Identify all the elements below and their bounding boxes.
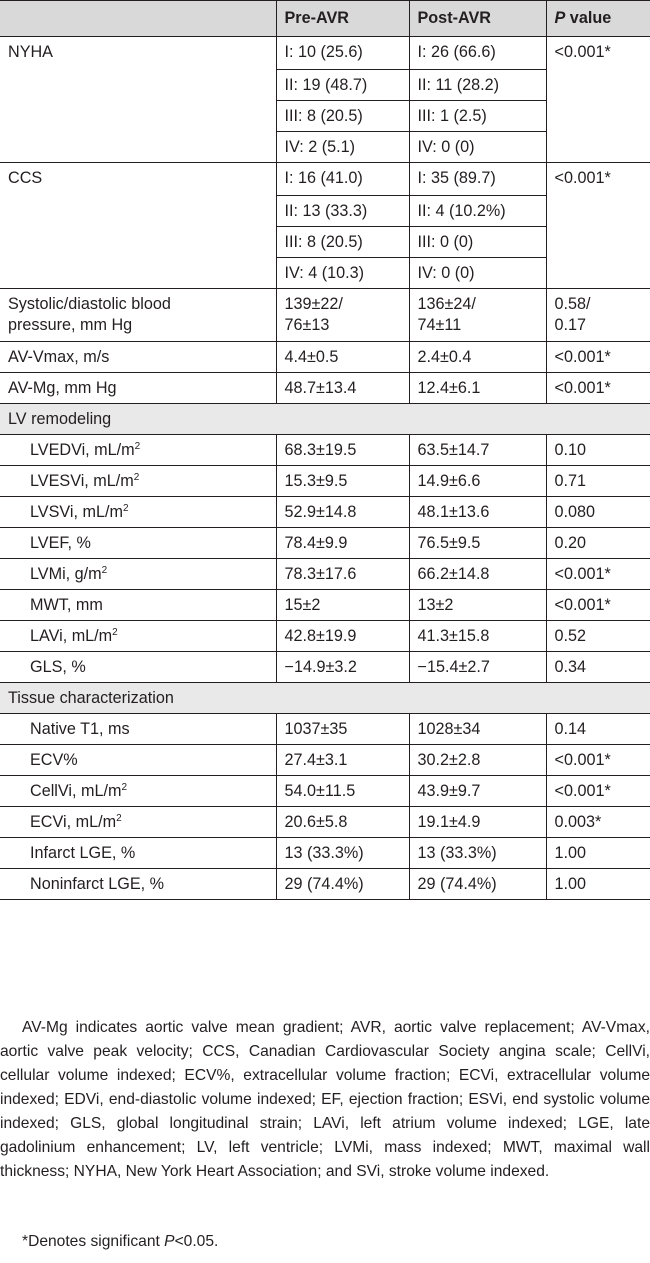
- lv-label-superscript: 2: [101, 565, 108, 576]
- ccs-row: [0, 163, 650, 196]
- tissue-p-value-text: 1.00: [554, 875, 587, 893]
- lv-post-cell: [409, 590, 546, 621]
- tissue-post-cell: [409, 714, 546, 745]
- tissue-label-text: Noninfarct LGE, %: [30, 875, 165, 893]
- lv-label-text: MWT, mm: [30, 596, 103, 614]
- ccs-pre-cell-text: I: 16 (41.0): [284, 169, 363, 187]
- lv-label: [0, 528, 276, 559]
- lv-p-value-text: 0.52: [554, 627, 587, 645]
- nyha-p-value: [546, 37, 650, 163]
- lv-label: [0, 652, 276, 683]
- nyha-pre-cell-text: III: 8 (20.5): [284, 107, 363, 125]
- ccs-pre-cell: [276, 227, 409, 258]
- nyha-label: [0, 37, 276, 163]
- nyha-post-cell-text: II: 11 (28.2): [417, 76, 500, 94]
- tissue-pre-cell: [276, 869, 409, 900]
- lv-row: [0, 559, 650, 590]
- tissue-label: [0, 838, 276, 869]
- header-p-italic: P: [554, 9, 566, 27]
- nyha-post-cell-text: III: 1 (2.5): [417, 107, 487, 125]
- lv-pre-cell: [276, 559, 409, 590]
- ccs-p-value: [546, 163, 650, 289]
- lv-label-superscript: 2: [122, 503, 129, 514]
- lv-pre-cell: [276, 435, 409, 466]
- tissue-pre-cell-text: 13 (33.3%): [284, 844, 364, 862]
- bp-label-line2: pressure, mm Hg: [8, 316, 133, 334]
- lv-p-value-text: 0.20: [554, 534, 587, 552]
- tissue-label-text: Native T1, ms: [30, 720, 130, 738]
- nyha-pre-cell: [276, 37, 409, 70]
- table-footnote: AV-Mg indicates aortic valve mean gradient; AVR, aortic valve replacement; AV-Vmax, aortic valve peak velocity; CCS, Canadian Cardiovascular Society angina scale; CellVi, cellular volume indexed; ECV%, extracellular volume fraction; ECVi, extracellular volume indexed; EDVi, end-diastolic volume indexed; EF, ejection fraction; ESVi, end systolic volume indexed; GLS, global longitudinal strain; LAVi, left atrium volume indexed; LGE, late gadolinium enhancement; LV, left ventricle; LVMi, mass indexed; MWT, maximal wall thickness; NYHA, New York Heart Association; and SVi, stroke volume indexed.: [0, 1019, 650, 1180]
- header-p-rest: value: [565, 9, 612, 27]
- simple-label: [0, 342, 276, 373]
- tissue-pre-cell-text: 27.4±3.1: [284, 751, 348, 769]
- ccs-post-cell-text: I: 35 (89.7): [417, 169, 496, 187]
- lv-pre-cell: [276, 466, 409, 497]
- lv-label: [0, 466, 276, 497]
- lv-label-text: LAVi, mL/m: [30, 627, 113, 645]
- lv-label-text: LVSVi, mL/m: [30, 503, 123, 521]
- tissue-post-cell: [409, 869, 546, 900]
- simple-post-cell-text: 2.4±0.4: [417, 348, 472, 366]
- simple-p-value: [546, 373, 650, 404]
- lv-pre-cell-text: 15.3±9.5: [284, 472, 348, 490]
- tissue-p-value-text: <0.001*: [554, 751, 611, 769]
- tissue-p-value: [546, 838, 650, 869]
- lv-label-text: LVMi, g/m: [30, 565, 102, 583]
- tissue-label-superscript: 2: [121, 782, 128, 793]
- lv-label: [0, 497, 276, 528]
- lv-post-cell: [409, 621, 546, 652]
- lv-p-value-text: <0.001*: [554, 565, 611, 583]
- ccs-post-cell: [409, 196, 546, 227]
- tissue-row: [0, 807, 650, 838]
- table-header-row: [0, 1, 650, 37]
- tissue-post-cell-text: 29 (74.4%): [417, 875, 497, 893]
- simple-pre-cell-text: 48.7±13.4: [284, 379, 357, 397]
- tissue-section-heading: [0, 683, 650, 714]
- nyha-pre-cell: [276, 132, 409, 163]
- lv-post-cell: [409, 497, 546, 528]
- nyha-pre-cell-text: IV: 2 (5.1): [284, 138, 355, 156]
- lv-p-value: [546, 590, 650, 621]
- lv-pre-cell-text: 78.3±17.6: [284, 565, 357, 583]
- simple-post-cell: [409, 342, 546, 373]
- significance-suffix: <0.05.: [174, 1233, 219, 1250]
- lv-label-text: LVEDVi, mL/m: [30, 441, 135, 459]
- lv-post-cell: [409, 466, 546, 497]
- bp-label-line1: Systolic/diastolic blood: [8, 295, 171, 313]
- tissue-pre-cell-text: 29 (74.4%): [284, 875, 364, 893]
- lv-pre-cell-text: 68.3±19.5: [284, 441, 357, 459]
- tissue-p-value-text: 0.003*: [554, 813, 602, 831]
- bp-post-cell-line1: 136±24/: [417, 295, 476, 313]
- tissue-pre-cell: [276, 807, 409, 838]
- lv-pre-cell-text: −14.9±3.2: [284, 658, 357, 676]
- simple-row: [0, 373, 650, 404]
- significance-note: [0, 1230, 650, 1254]
- blood-pressure-row: [0, 289, 650, 342]
- simple-p-value-text: <0.001*: [554, 348, 611, 366]
- lv-post-cell: [409, 559, 546, 590]
- ccs-post-cell-text: II: 4 (10.2%): [417, 202, 506, 220]
- lv-section-row: [0, 404, 650, 435]
- ccs-pre-cell-text: IV: 4 (10.3): [284, 264, 364, 282]
- simple-post-cell-text: 12.4±6.1: [417, 379, 481, 397]
- lv-p-value-text: 0.71: [554, 472, 587, 490]
- lv-p-value: [546, 621, 650, 652]
- tissue-label: [0, 745, 276, 776]
- tissue-pre-cell: [276, 838, 409, 869]
- tissue-p-value: [546, 714, 650, 745]
- header-p-value: [546, 1, 650, 37]
- tissue-p-value: [546, 776, 650, 807]
- lv-row: [0, 621, 650, 652]
- lv-p-value: [546, 528, 650, 559]
- lv-p-value: [546, 559, 650, 590]
- tissue-p-value: [546, 745, 650, 776]
- lv-pre-cell-text: 52.9±14.8: [284, 503, 357, 521]
- tissue-section-row: [0, 683, 650, 714]
- ccs-pre-cell: [276, 196, 409, 227]
- tissue-p-value: [546, 807, 650, 838]
- lv-post-cell: [409, 435, 546, 466]
- simple-label: [0, 373, 276, 404]
- nyha-post-cell: [409, 101, 546, 132]
- lv-row: [0, 652, 650, 683]
- tissue-label: [0, 776, 276, 807]
- ccs-post-cell: [409, 258, 546, 289]
- lv-row: [0, 590, 650, 621]
- nyha-pre-cell-text: II: 19 (48.7): [284, 76, 368, 94]
- tissue-row: [0, 838, 650, 869]
- ccs-pre-cell: [276, 163, 409, 196]
- lv-label-text: LVEF, %: [30, 534, 91, 552]
- lv-label-text: GLS, %: [30, 658, 86, 676]
- lv-label: [0, 621, 276, 652]
- lv-label: [0, 435, 276, 466]
- tissue-p-value-text: 0.14: [554, 720, 587, 738]
- lv-p-value: [546, 466, 650, 497]
- nyha-label-text: NYHA: [8, 43, 53, 61]
- lv-p-value-text: <0.001*: [554, 596, 611, 614]
- lv-post-cell-text: 76.5±9.5: [417, 534, 481, 552]
- tissue-post-cell: [409, 776, 546, 807]
- nyha-post-cell: [409, 132, 546, 163]
- simple-pre-cell-text: 4.4±0.5: [284, 348, 339, 366]
- tissue-p-value-text: <0.001*: [554, 782, 611, 800]
- lv-pre-cell: [276, 652, 409, 683]
- lv-p-value-text: 0.10: [554, 441, 587, 459]
- nyha-pre-cell: [276, 101, 409, 132]
- nyha-row: [0, 37, 650, 70]
- bp-pre-cell-line2: 76±13: [284, 316, 330, 334]
- significance-prefix: *Denotes significant: [22, 1233, 165, 1250]
- lv-label: [0, 559, 276, 590]
- simple-pre-cell: [276, 342, 409, 373]
- tissue-label: [0, 807, 276, 838]
- lv-post-cell-text: −15.4±2.7: [417, 658, 490, 676]
- nyha-post-cell: [409, 70, 546, 101]
- bp-p-value: [546, 289, 650, 342]
- tissue-row: [0, 745, 650, 776]
- bp-pre-cell: [276, 289, 409, 342]
- ccs-p-value-text: <0.001*: [554, 169, 611, 187]
- nyha-p-value-text: <0.001*: [554, 43, 611, 61]
- lv-post-cell-text: 41.3±15.8: [417, 627, 490, 645]
- tissue-pre-cell-text: 1037±35: [284, 720, 348, 738]
- tissue-label-text: CellVi, mL/m: [30, 782, 122, 800]
- tissue-pre-cell-text: 20.6±5.8: [284, 813, 348, 831]
- nyha-pre-cell-text: I: 10 (25.6): [284, 43, 363, 61]
- tissue-row: [0, 714, 650, 745]
- tissue-label-superscript: 2: [116, 813, 122, 824]
- ccs-post-cell: [409, 163, 546, 196]
- significance-p: P: [164, 1233, 175, 1250]
- lv-label-superscript: 2: [133, 472, 140, 483]
- ccs-post-cell: [409, 227, 546, 258]
- bp-p-value-line1: 0.58/: [554, 295, 591, 313]
- header-pre-avr: Pre-AVR: [276, 1, 409, 37]
- tissue-p-value-text: 1.00: [554, 844, 587, 862]
- lv-section-heading-text: LV remodeling: [8, 410, 112, 428]
- ccs-post-cell-text: IV: 0 (0): [417, 264, 475, 282]
- lv-label-superscript: 2: [134, 441, 141, 452]
- simple-label-text: AV-Mg, mm Hg: [8, 379, 117, 397]
- lv-pre-cell: [276, 528, 409, 559]
- lv-pre-cell-text: 42.8±19.9: [284, 627, 357, 645]
- lv-post-cell-text: 48.1±13.6: [417, 503, 490, 521]
- simple-post-cell: [409, 373, 546, 404]
- tissue-label: [0, 869, 276, 900]
- lv-post-cell-text: 13±2: [417, 596, 454, 614]
- tissue-post-cell-text: 13 (33.3%): [417, 844, 497, 862]
- simple-p-value: [546, 342, 650, 373]
- bp-pre-cell-line1: 139±22/: [284, 295, 343, 313]
- bp-p-value-line2: 0.17: [554, 316, 587, 334]
- lv-post-cell: [409, 528, 546, 559]
- simple-label-text: AV-Vmax, m/s: [8, 348, 110, 366]
- bp-post-cell: [409, 289, 546, 342]
- tissue-label: [0, 714, 276, 745]
- ccs-label: [0, 163, 276, 289]
- ccs-pre-cell-text: III: 8 (20.5): [284, 233, 363, 251]
- tissue-post-cell-text: 43.9±9.7: [417, 782, 481, 800]
- lv-pre-cell: [276, 590, 409, 621]
- tissue-post-cell: [409, 838, 546, 869]
- lv-label: [0, 590, 276, 621]
- lv-row: [0, 466, 650, 497]
- nyha-post-cell-text: IV: 0 (0): [417, 138, 475, 156]
- lv-label-text: LVESVi, mL/m: [30, 472, 134, 490]
- tissue-label-text: Infarct LGE, %: [30, 844, 136, 862]
- lv-post-cell-text: 14.9±6.6: [417, 472, 481, 490]
- nyha-post-cell: [409, 37, 546, 70]
- bp-post-cell-line2: 74±11: [417, 316, 462, 334]
- lv-post-cell-text: 63.5±14.7: [417, 441, 490, 459]
- tissue-pre-cell: [276, 776, 409, 807]
- tissue-label-text: ECV%: [30, 751, 78, 769]
- lv-pre-cell-text: 15±2: [284, 596, 321, 614]
- lv-pre-cell: [276, 621, 409, 652]
- lv-row: [0, 497, 650, 528]
- lv-pre-cell: [276, 497, 409, 528]
- header-blank: [0, 1, 276, 37]
- ccs-label-text: CCS: [8, 169, 43, 187]
- ccs-pre-cell-text: II: 13 (33.3): [284, 202, 368, 220]
- lv-section-heading: [0, 404, 650, 435]
- tissue-post-cell: [409, 745, 546, 776]
- lv-row: [0, 435, 650, 466]
- tissue-label-text: ECVi, mL/m: [30, 813, 117, 831]
- tissue-pre-cell: [276, 745, 409, 776]
- tissue-row: [0, 869, 650, 900]
- header-post-avr: Post-AVR: [409, 1, 546, 37]
- bp-label: [0, 289, 276, 342]
- ccs-pre-cell: [276, 258, 409, 289]
- lv-row: [0, 528, 650, 559]
- lv-p-value-text: 0.34: [554, 658, 587, 676]
- simple-p-value-text: <0.001*: [554, 379, 611, 397]
- tissue-pre-cell-text: 54.0±11.5: [284, 782, 356, 800]
- lv-post-cell-text: 66.2±14.8: [417, 565, 490, 583]
- tissue-p-value: [546, 869, 650, 900]
- tissue-post-cell: [409, 807, 546, 838]
- lv-label-superscript: 2: [112, 627, 118, 638]
- tissue-section-heading-text: Tissue characterization: [8, 689, 174, 707]
- tissue-post-cell-text: 30.2±2.8: [417, 751, 481, 769]
- lv-p-value: [546, 435, 650, 466]
- simple-row: [0, 342, 650, 373]
- simple-pre-cell: [276, 373, 409, 404]
- lv-post-cell: [409, 652, 546, 683]
- lv-p-value: [546, 652, 650, 683]
- lv-p-value: [546, 497, 650, 528]
- tissue-post-cell-text: 1028±34: [417, 720, 481, 738]
- tissue-pre-cell: [276, 714, 409, 745]
- lv-pre-cell-text: 78.4±9.9: [284, 534, 348, 552]
- nyha-pre-cell: [276, 70, 409, 101]
- lv-p-value-text: 0.080: [554, 503, 596, 521]
- ccs-post-cell-text: III: 0 (0): [417, 233, 474, 251]
- tissue-post-cell-text: 19.1±4.9: [417, 813, 481, 831]
- nyha-post-cell-text: I: 26 (66.6): [417, 43, 496, 61]
- tissue-row: [0, 776, 650, 807]
